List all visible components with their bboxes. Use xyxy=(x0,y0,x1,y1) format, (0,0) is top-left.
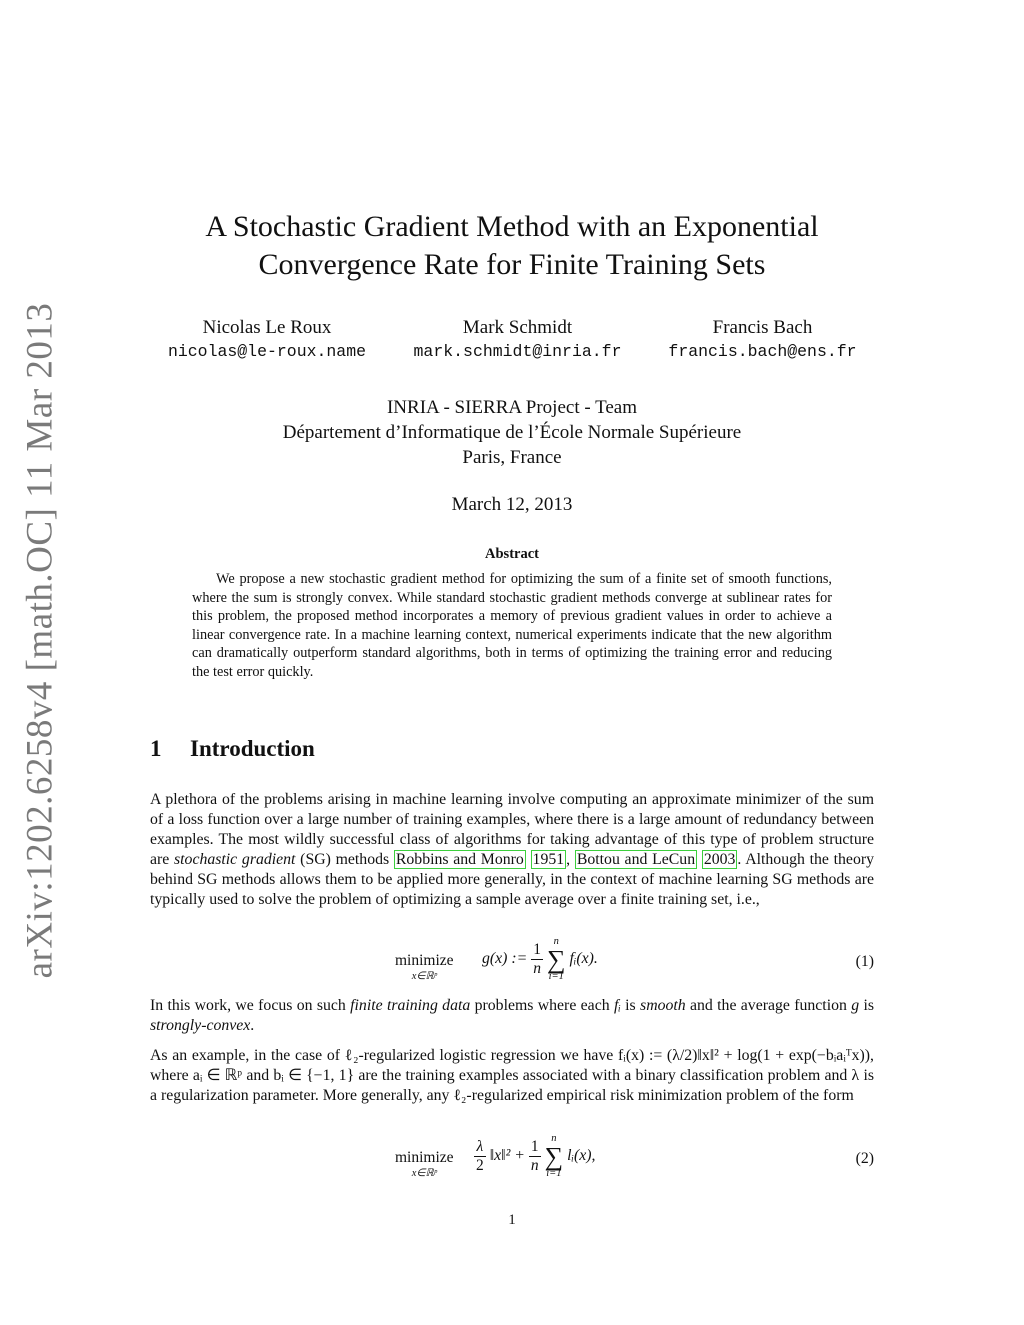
citation-link-robbins-monro[interactable]: Robbins and Monro xyxy=(395,851,524,869)
eq2-lambda-den: 2 xyxy=(476,1157,484,1174)
affiliation-line-3: Paris, France xyxy=(462,447,562,468)
para1-text-c: . Although the theory behind SG methods allows them to be applied more generally, in the context of machine learning SG methods are typically used to solve the problem of optimizing a sample average over a finite training set, i.e., xyxy=(150,851,875,909)
para2-e: is xyxy=(859,997,874,1014)
para2-b: problems where each xyxy=(470,997,614,1014)
eq1-frac-den: n xyxy=(533,960,542,977)
section-title: Introduction xyxy=(190,736,315,761)
page-number: 1 xyxy=(508,1212,516,1228)
eq1-minimize-subscript: x∈ℝᵖ xyxy=(411,971,437,982)
paper-title xyxy=(150,208,874,284)
eq1-fraction xyxy=(531,941,543,978)
intro-paragraph-3: As an example, in the case of ℓ₂-regularized logistic regression we have fᵢ(x) := (λ/2)‖x‖² + log(1 + exp(−bᵢaᵢᵀx)), where aᵢ ∈ ℝᵖ and bᵢ ∈ {−1, 1} are the training examples associated with a binary classification problem and λ is a regularization parameter. More generally, any ℓ₂-regularized empirical risk minimization problem of the form xyxy=(150,1047,874,1105)
para2-g: g xyxy=(851,997,860,1014)
eq2-frac-num: 1 xyxy=(530,1138,539,1155)
eq2-sum-top: n xyxy=(551,1133,557,1144)
eq1-number: (1) xyxy=(855,953,874,970)
eq2-lambda-num: λ xyxy=(476,1138,484,1155)
abstract-body: We propose a new stochastic gradient method for optimizing the sum of a finite set of smooth functions, where the sum is strongly convex. While standard stochastic gradient methods converge at sublinear rates for this problem, the proposed method incorporates a memory of previous gradient values in order to achieve a linear convergence rate. In a machine learning context, numerical experiments indicate that the new algorithm can dramatically outperform standard algorithms, both in terms of optimizing the training error and reducing the test error quickly. xyxy=(192,571,832,680)
para2-f: . xyxy=(250,1017,255,1035)
author-name: Nicolas Le Roux xyxy=(202,317,332,338)
eq1-sum-top: n xyxy=(553,936,559,947)
equation-1 xyxy=(150,935,874,995)
author-email[interactable]: mark.schmidt@inria.fr xyxy=(413,342,622,361)
author-email[interactable]: francis.bach@ens.fr xyxy=(668,342,857,361)
eq2-norm: ‖x‖² + xyxy=(489,1147,525,1165)
eq2-minimize-subscript: x∈ℝᵖ xyxy=(411,1168,437,1179)
author-name: Mark Schmidt xyxy=(462,317,573,338)
equation-2 xyxy=(150,1130,874,1190)
title-line-2: Convergence Rate for Finite Training Sets xyxy=(258,248,766,281)
author-3 xyxy=(660,315,865,363)
para2-emph-3: strongly-convex xyxy=(150,1017,251,1035)
eq1-lhs: g(x) := xyxy=(482,950,528,968)
eq2-frac-den: n xyxy=(530,1157,539,1174)
para1-text-a: A plethora of the problems arising in machine learning involve computing an approximate minimizer of the sum of a loss function over a large number of training examples, where there is a large amount of redundancy between examples. The most wildly successful class of algorithms for taking advantage of this type of problem structure are xyxy=(150,791,874,869)
author-2 xyxy=(405,315,630,363)
affiliation-line-2: Département d’Informatique de l’École Normale Supérieure xyxy=(282,422,742,443)
para2-fi: fᵢ xyxy=(613,997,621,1014)
affiliation xyxy=(150,395,874,470)
eq1-frac-num: 1 xyxy=(533,941,542,958)
para1-text-b: (SG) methods xyxy=(295,851,394,869)
author-1 xyxy=(162,315,372,363)
para2-emph-2: smooth xyxy=(640,997,686,1014)
title-line-1: A Stochastic Gradient Method with an Exponential xyxy=(205,210,819,243)
eq1-expression xyxy=(482,937,598,982)
section-number: 1 xyxy=(150,736,162,761)
eq1-sum-bottom: i=1 xyxy=(548,970,564,982)
citation-year-link-1951[interactable]: 1951 xyxy=(532,851,565,869)
citation-year-link-2003[interactable]: 2003 xyxy=(703,851,736,869)
eq2-minimize xyxy=(395,1150,454,1182)
arxiv-margin-stamp xyxy=(8,302,72,978)
eq1-term: fᵢ(x). xyxy=(569,950,598,968)
eq2-lambda-fraction xyxy=(474,1138,486,1175)
eq1-sum xyxy=(547,937,566,982)
eq2-sum-bottom: i=1 xyxy=(546,1167,562,1179)
eq2-minimize-word: minimize xyxy=(395,1149,454,1166)
author-name: Francis Bach xyxy=(712,317,813,338)
eq2-number: (2) xyxy=(855,1150,874,1167)
section-heading xyxy=(150,736,315,762)
eq2-term: lᵢ(x), xyxy=(567,1147,596,1165)
para2-c: is xyxy=(620,997,641,1014)
arxiv-identifier: arXiv:1202.6258v4 [math.OC] 11 Mar 2013 xyxy=(19,302,61,978)
para2-d: and the average function xyxy=(685,997,852,1014)
para2-a: In this work, we focus on such xyxy=(150,997,351,1014)
para1-emphasis: stochastic gradient xyxy=(174,851,296,869)
author-block xyxy=(150,315,874,375)
sum-symbol: ∑ xyxy=(546,944,566,974)
citation-link-bottou-lecun[interactable]: Bottou and LeCun xyxy=(576,851,696,869)
paper-date: March 12, 2013 xyxy=(451,494,573,515)
eq2-expression xyxy=(474,1134,595,1179)
author-email[interactable]: nicolas@le-roux.name xyxy=(167,342,367,361)
para2-emph-1: finite training data xyxy=(350,997,471,1014)
eq2-sum xyxy=(545,1134,564,1179)
sum-symbol: ∑ xyxy=(544,1141,564,1171)
abstract-heading: Abstract xyxy=(485,546,539,562)
intro-paragraph-2 xyxy=(150,996,874,1036)
eq1-minimize-word: minimize xyxy=(395,952,454,969)
eq1-minimize xyxy=(395,953,454,985)
eq2-fraction xyxy=(529,1138,541,1175)
intro-paragraph-1: A plethora of the problems arising in machine learning involve computing an approximate minimizer of the sum of a loss function over a large number of training examples, where there is a large amount of redundancy between examples. The most wildly successful class of algorithms for taking advantage of this type of problem structure are stochastic gradient (SG) methods Robbins and Monro 1951 , Bottou and LeCun 2003 . Although the theory behind SG methods allows them to be applied more generally, in the context of machine learning SG methods are typically used to solve the problem of optimizing a sample average over a finite training set, i.e., xyxy=(150,791,875,909)
affiliation-line-1: INRIA - SIERRA Project - Team xyxy=(386,397,638,418)
